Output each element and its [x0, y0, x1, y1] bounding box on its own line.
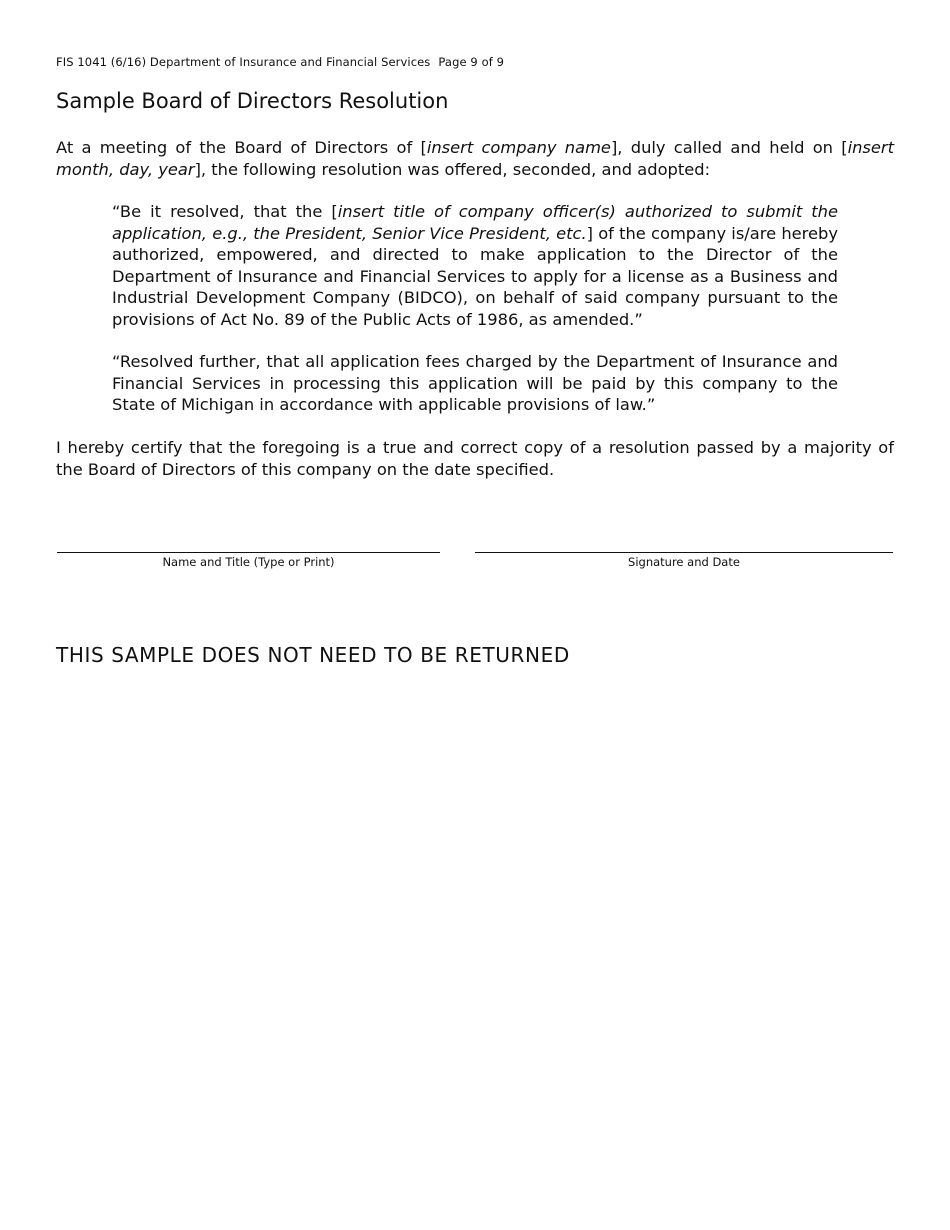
page-number: Page 9 of 9 — [438, 55, 505, 69]
name-title-line[interactable] — [57, 552, 440, 553]
resolution-1-text-2: ] of the company is/are hereby authorized, empowered, and directed to make application to the Director of the Department of Insurance and Financial Services to apply for a license as a Business and Industrial Development Company (BIDCO), on behalf of said company pursuant to the provisions of Act No. 89 of the Public Acts of 1986, as amended.” — [112, 223, 838, 329]
page-title: Sample Board of Directors Resolution — [56, 89, 449, 113]
company-name-placeholder: insert company name — [426, 138, 611, 157]
intro-text-3: ], the following resolution was offered, seconded, and adopted: — [194, 159, 711, 179]
intro-paragraph — [56, 137, 894, 180]
intro-text-1: At a meeting of the Board of Directors of [ — [56, 138, 427, 157]
resolution-paragraph-1 — [112, 201, 838, 330]
page-header — [56, 55, 504, 69]
resolution-paragraph-2: “Resolved further, that all application fees charged by the Department of Insurance and Financial Services in processing this application will be paid by this company to the State of Michigan in accordance with applicable provisions of law.” — [112, 352, 838, 414]
signature-date-label: Signature and Date — [628, 555, 740, 569]
return-notice: THIS SAMPLE DOES NOT NEED TO BE RETURNED — [56, 643, 570, 667]
resolution-1-text-1: “Be it resolved, that the [ — [112, 202, 338, 221]
officer-title-placeholder: insert title of company officer(s) authorized to submit the application, e.g., the President, Senior Vice President, etc. — [112, 202, 838, 243]
form-id: FIS 1041 (6/16) Department of Insurance and Financial Services — [56, 55, 431, 69]
intro-text-2: ], duly called and held on [ — [610, 138, 848, 157]
certification-paragraph: I hereby certify that the foregoing is a true and correct copy of a resolution passed by a majority of the Board of Directors of this company on the date specified. — [56, 438, 894, 479]
signature-date-line[interactable] — [475, 552, 893, 553]
meeting-date-placeholder: insert month, day, year — [56, 138, 894, 179]
name-title-label: Name and Title (Type or Print) — [162, 555, 335, 569]
